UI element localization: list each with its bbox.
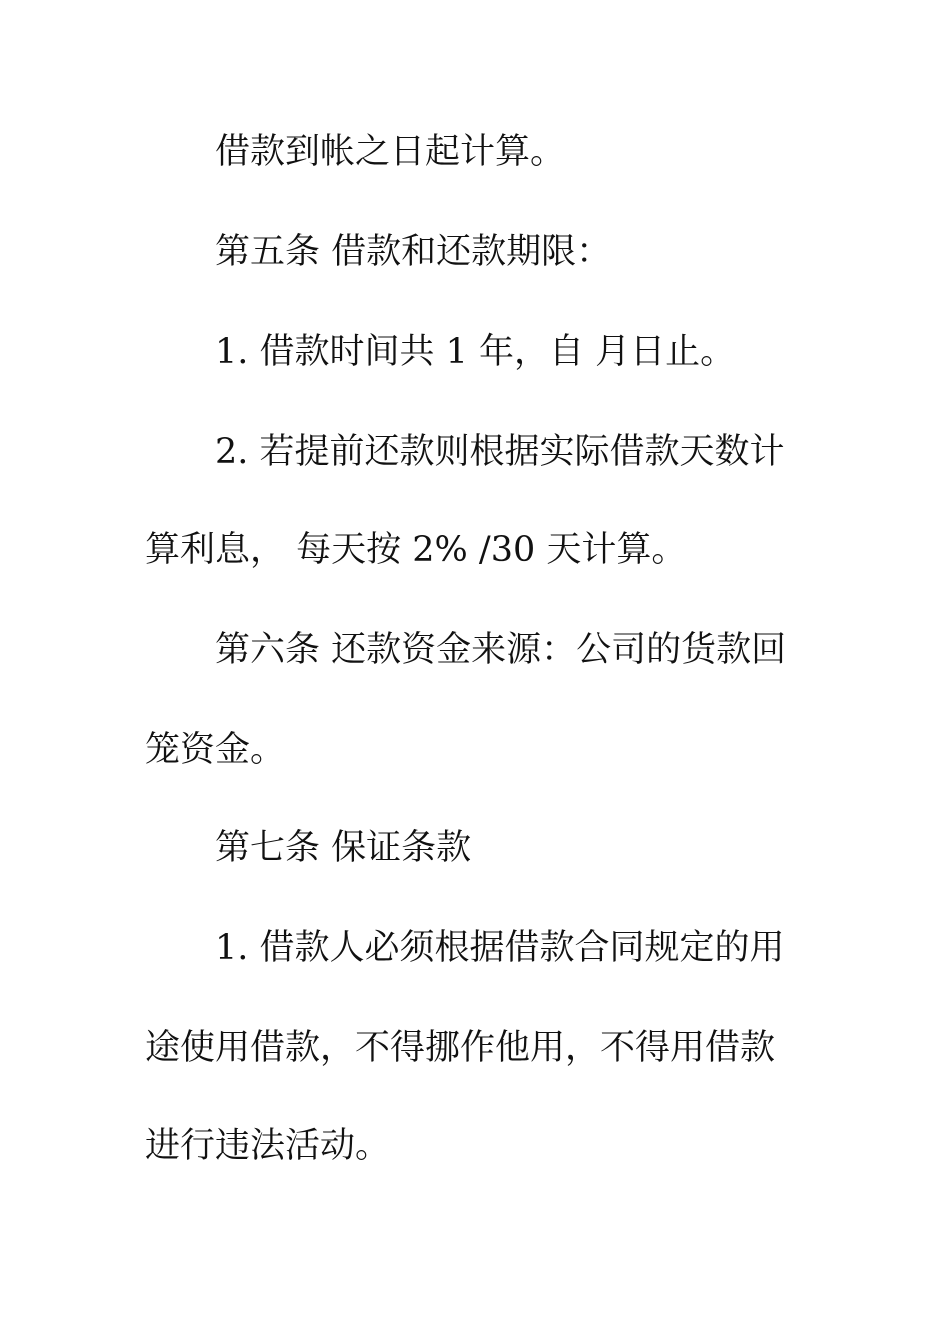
article-5-item-1: 1. 借款时间共 1 年，自 月日止。 [215, 332, 736, 372]
text-line-1: 借款到帐之日起计算。 [215, 132, 566, 172]
article-6-continued: 笼资金。 [145, 730, 286, 770]
article-6-heading: 第六条 还款资金来源：公司的货款回 [215, 630, 787, 670]
article-5-item-2-continued: 算利息， 每天按 2% /30 天计算。 [145, 530, 687, 570]
article-5-item-2: 2. 若提前还款则根据实际借款天数计 [215, 432, 785, 472]
article-7-item-1-continued-2: 进行违法活动。 [145, 1126, 391, 1166]
article-7-heading: 第七条 保证条款 [215, 828, 472, 868]
article-7-item-1: 1. 借款人必须根据借款合同规定的用 [215, 928, 785, 968]
article-5-heading: 第五条 借款和还款期限： [215, 232, 612, 272]
article-7-item-1-continued-1: 途使用借款，不得挪作他用，不得用借款 [145, 1028, 776, 1068]
